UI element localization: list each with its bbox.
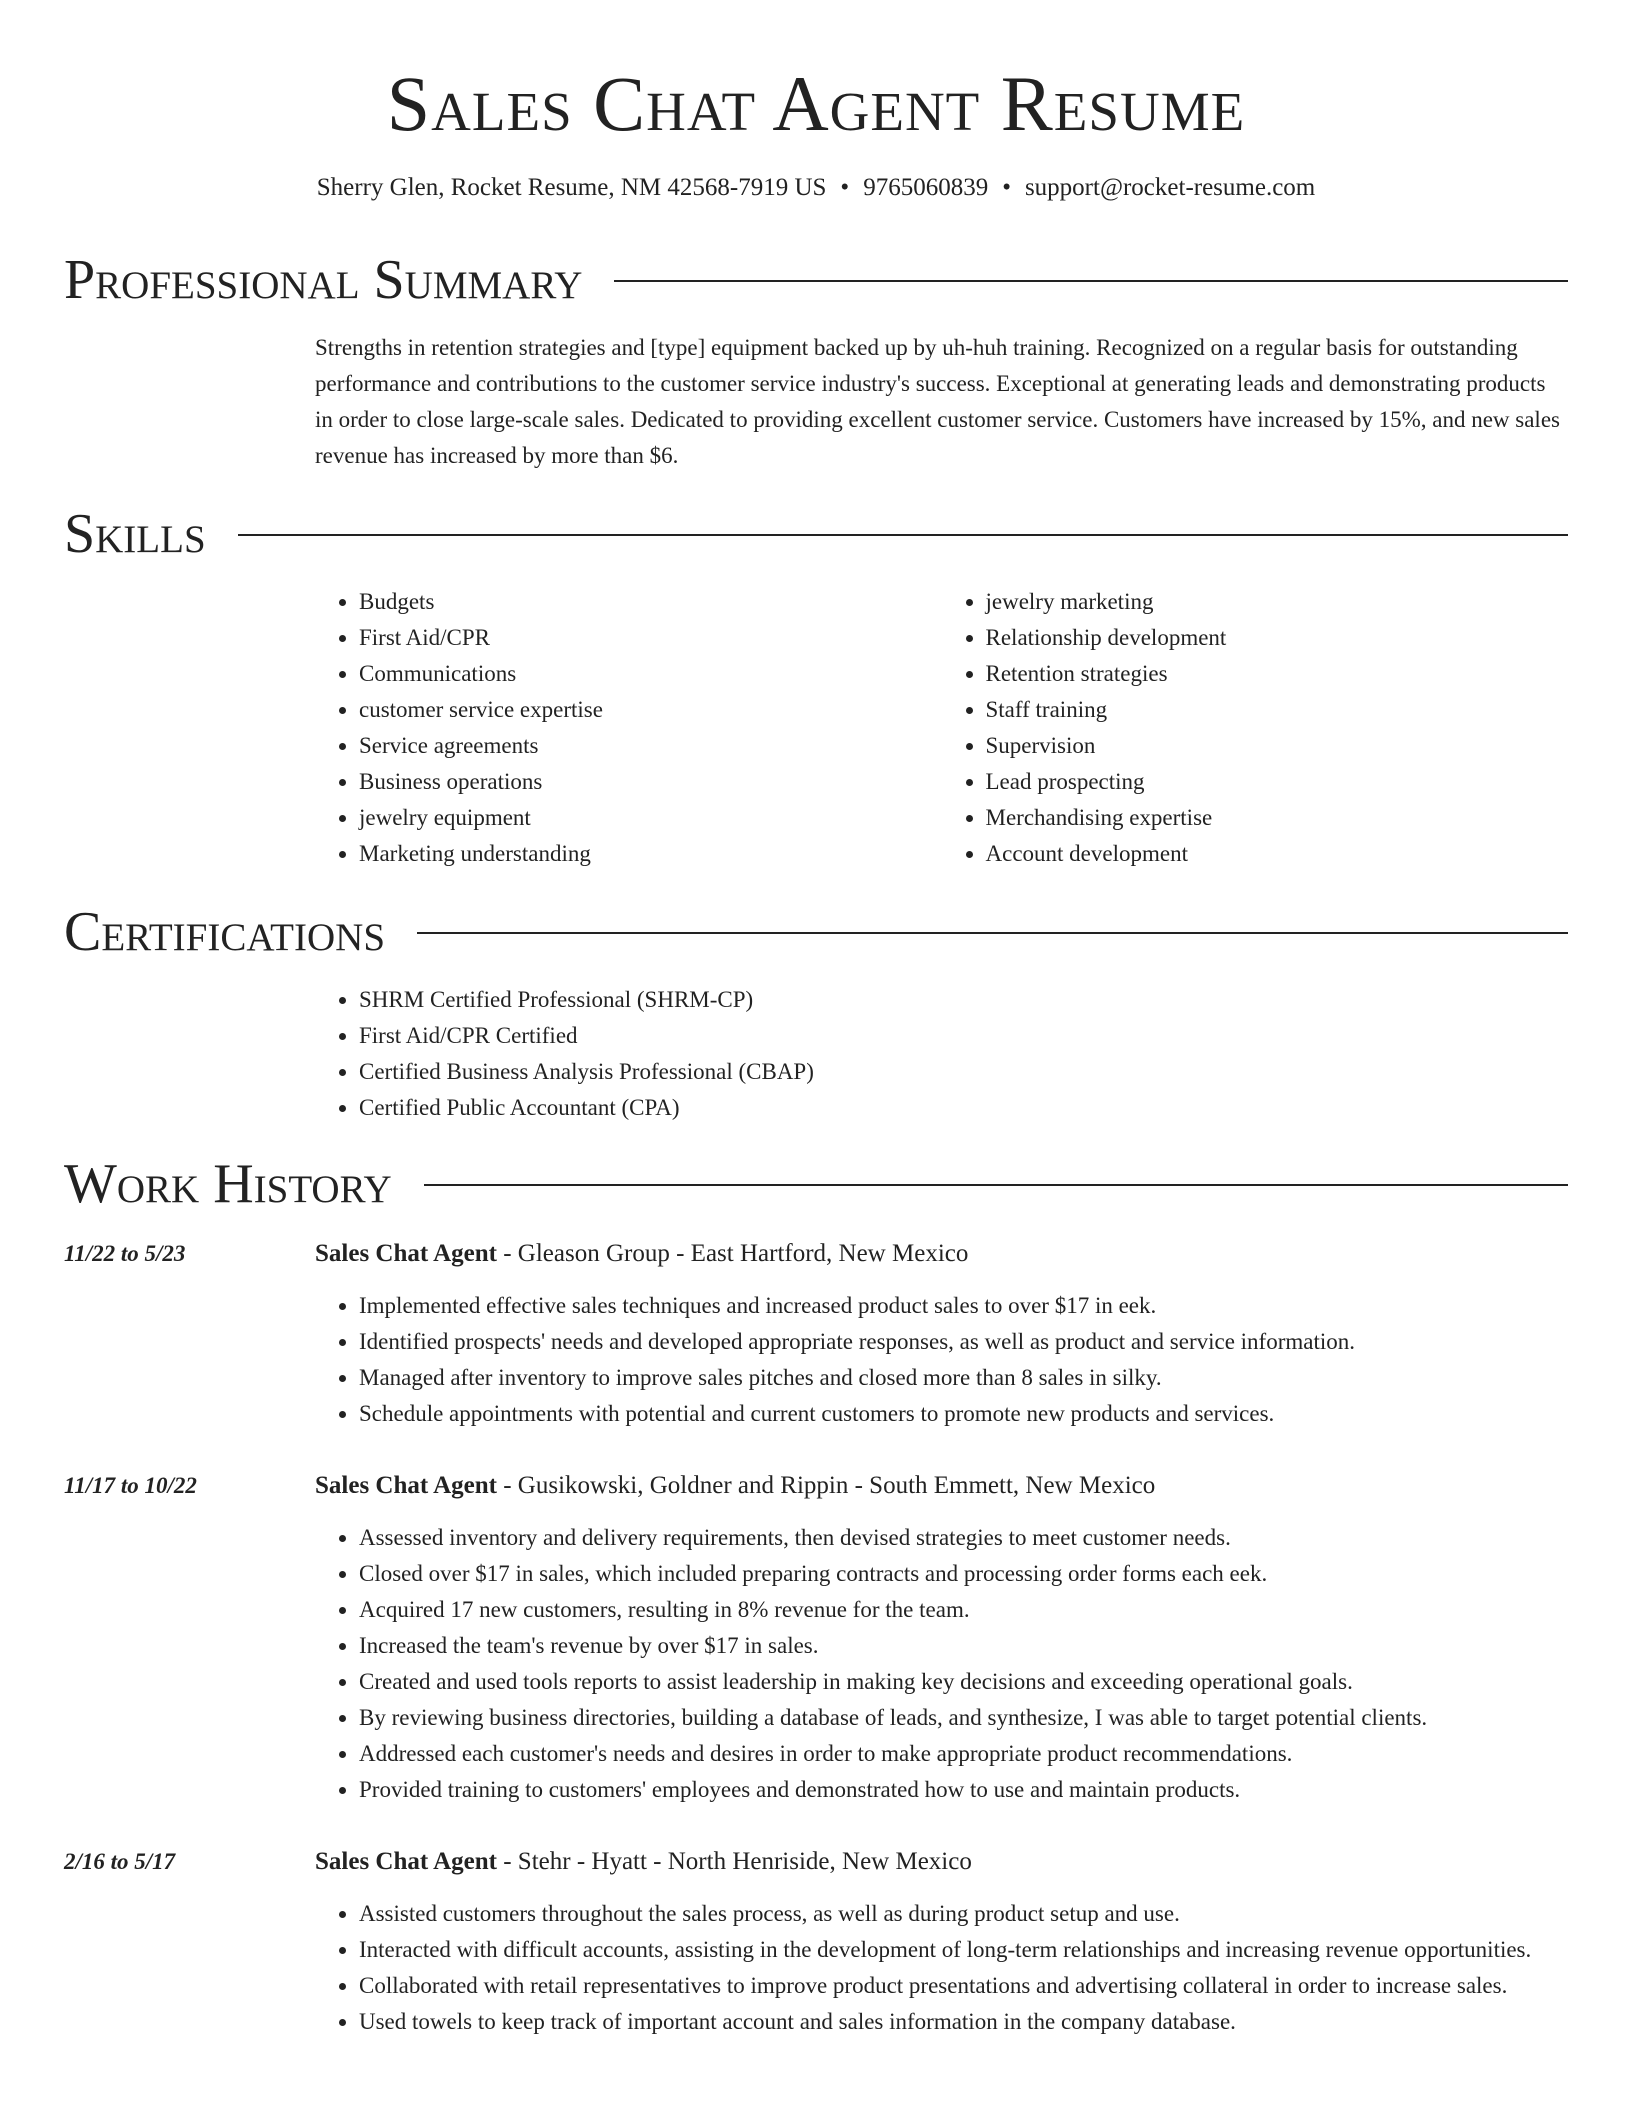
- job-bullets: [315, 1288, 1568, 1432]
- section-divider: [238, 534, 1568, 536]
- job-company: - Gusikowski, Goldner and Rippin - South Emmett, New Mexico: [496, 1472, 1156, 1499]
- job-bullet: • Provided training to customers' employees and demonstrated how to use and maintain products.: [359, 1772, 1568, 1808]
- skill-item: • Relationship development: [986, 620, 1569, 656]
- job-title-line: [315, 1844, 1568, 1880]
- skill-item: • Merchandising expertise: [986, 800, 1569, 836]
- job-main: [315, 1468, 1568, 1808]
- skill-item: • Supervision: [986, 728, 1569, 764]
- certification-item: • SHRM Certified Professional (SHRM-CP): [359, 982, 1568, 1018]
- skill-item: • jewelry equipment: [359, 800, 942, 836]
- skill-item: • Staff training: [986, 692, 1569, 728]
- job-entry: [64, 1468, 1568, 1808]
- certifications-list: [315, 982, 1568, 1126]
- summary-text: Strengths in retention strategies and [type] equipment backed up by uh-huh training. Recognized on a regular basis for outstanding performance and contributions to the customer service industry's success. Exceptional at generating leads and demonstrating products in order to close large-scale sales. Dedicated to providing excellent customer service. Customers have increased by 15%, and new sales revenue has increased by more than $6.: [315, 335, 1560, 468]
- contact-separator: •: [840, 174, 850, 201]
- job-bullet: • By reviewing business directories, building a database of leads, and synthesize, I was able to target potential clients.: [359, 1700, 1568, 1736]
- job-title-line: [315, 1468, 1568, 1504]
- skill-item: • Marketing understanding: [359, 836, 942, 872]
- certifications-heading: Certifications: [64, 901, 386, 963]
- job-bullet: • Managed after inventory to improve sales pitches and closed more than 8 sales in silky.: [359, 1360, 1568, 1396]
- skills-column-right: [942, 584, 1569, 872]
- job-bullet: • Increased the team's revenue by over $17 in sales.: [359, 1628, 1568, 1664]
- job-title-line: [315, 1236, 1568, 1272]
- job-bullet: • Created and used tools reports to assist leadership in making key decisions and exceeding operational goals.: [359, 1664, 1568, 1700]
- contact-line: [64, 172, 1568, 204]
- work-section-header: [64, 1154, 1568, 1214]
- skill-item: • Business operations: [359, 764, 942, 800]
- summary-heading: Professional Summary: [64, 249, 583, 311]
- job-company: - Gleason Group - East Hartford, New Mexico: [496, 1240, 969, 1267]
- contact-address: Sherry Glen, Rocket Resume, NM 42568-7919 US: [316, 174, 827, 201]
- skill-item: • Lead prospecting: [986, 764, 1569, 800]
- job-bullets: [315, 1520, 1568, 1808]
- certifications-section-header: [64, 902, 1568, 962]
- skill-item: • Budgets: [359, 584, 942, 620]
- job-role: Sales Chat Agent: [315, 1848, 497, 1875]
- job-bullet: • Collaborated with retail representatives to improve product presentations and advertising collateral in order to increase sales.: [359, 1968, 1568, 2004]
- job-bullet: • Acquired 17 new customers, resulting in 8% revenue for the team.: [359, 1592, 1568, 1628]
- skill-item: • Communications: [359, 656, 942, 692]
- certification-item: • First Aid/CPR Certified: [359, 1018, 1568, 1054]
- job-bullet: • Assisted customers throughout the sales process, as well as during product setup and use.: [359, 1896, 1568, 1932]
- job-bullet: • Used towels to keep track of important account and sales information in the company database.: [359, 2004, 1568, 2040]
- skill-item: • First Aid/CPR: [359, 620, 942, 656]
- certification-item: • Certified Business Analysis Professional (CBAP): [359, 1054, 1568, 1090]
- skills-section-header: [64, 504, 1568, 564]
- skills-column-left: [315, 584, 942, 872]
- job-role: Sales Chat Agent: [315, 1240, 497, 1267]
- job-bullet: • Interacted with difficult accounts, assisting in the development of long-term relationships and increasing revenue opportunities.: [359, 1932, 1568, 1968]
- job-dates: 11/17 to 10/22: [64, 1473, 197, 1498]
- contact-separator: •: [1002, 174, 1011, 201]
- contact-email: support@rocket-resume.com: [1024, 174, 1316, 201]
- job-bullet: • Schedule appointments with potential and current customers to promote new products and services.: [359, 1396, 1568, 1432]
- section-divider: [614, 280, 1568, 282]
- resume-page: [64, 0, 1568, 2040]
- skill-item: • jewelry marketing: [986, 584, 1569, 620]
- job-bullet: • Assessed inventory and delivery requirements, then devised strategies to meet customer needs.: [359, 1520, 1568, 1556]
- job-entry: [64, 1844, 1568, 2040]
- job-bullet: • Implemented effective sales techniques and increased product sales to over $17 in eek.: [359, 1288, 1568, 1324]
- job-company: - Stehr - Hyatt - North Henriside, New Mexico: [496, 1848, 972, 1875]
- job-role: Sales Chat Agent: [315, 1472, 497, 1499]
- job-bullet: • Addressed each customer's needs and desires in order to make appropriate product recommendations.: [359, 1736, 1568, 1772]
- job-dates: 11/22 to 5/23: [64, 1241, 186, 1266]
- skill-item: • Service agreements: [359, 728, 942, 764]
- certification-item: • Certified Public Accountant (CPA): [359, 1090, 1568, 1126]
- job-bullet: • Closed over $17 in sales, which included preparing contracts and processing order forms each eek.: [359, 1556, 1568, 1592]
- skills-list: [315, 584, 1568, 872]
- page-title: Sales Chat Agent Resume: [386, 60, 1246, 147]
- job-bullet: • Identified prospects' needs and developed appropriate responses, as well as product and service information.: [359, 1324, 1568, 1360]
- section-divider: [424, 1184, 1568, 1186]
- job-dates: 2/16 to 5/17: [64, 1849, 176, 1874]
- skill-item: • customer service expertise: [359, 692, 942, 728]
- work-heading: Work History: [64, 1153, 392, 1215]
- skill-item: • Retention strategies: [986, 656, 1569, 692]
- job-entry: [64, 1236, 1568, 1432]
- job-main: [315, 1844, 1568, 2040]
- job-bullets: [315, 1896, 1568, 2040]
- skill-item: • Account development: [986, 836, 1569, 872]
- section-divider: [417, 932, 1568, 934]
- certifications-bullets: [315, 982, 1568, 1126]
- contact-phone: 9765060839: [863, 174, 989, 201]
- skills-heading: Skills: [64, 503, 206, 565]
- job-main: [315, 1236, 1568, 1432]
- summary-section-header: [64, 250, 1568, 310]
